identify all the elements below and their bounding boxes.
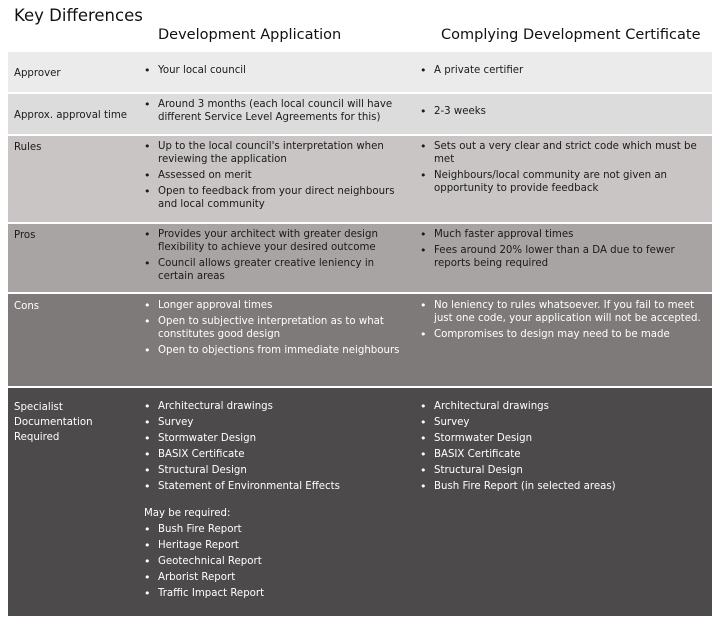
list-item: • Survey	[144, 416, 412, 429]
da-cell	[130, 64, 412, 92]
row-label: Cons	[14, 301, 40, 312]
table-row-approval-time	[8, 92, 712, 134]
row-label: Pros	[14, 230, 36, 241]
list-item: • Traffic Impact Report	[144, 587, 412, 600]
row-label: Rules	[14, 142, 42, 153]
da-cell	[130, 98, 412, 134]
list-item: • Bush Fire Report (in selected areas)	[420, 480, 710, 493]
list-item: • Structural Design	[144, 464, 412, 477]
list-item: • Heritage Report	[144, 539, 412, 552]
list-item: • Sets out a very clear and strict code which must be met	[420, 140, 710, 166]
column-header-da: Development Application	[158, 27, 342, 43]
list-item: • Structural Design	[420, 464, 710, 477]
list-item: • No leniency to rules whatsoever. If you fail to meet just one code, your application will not be accepted.	[420, 299, 710, 325]
list-item: • BASIX Certificate	[144, 448, 412, 461]
row-label: Specialist Documentation Required	[14, 402, 93, 443]
list-item: • Statement of Environmental Effects	[144, 480, 412, 493]
list-item: • Open to subjective interpretation as to what constitutes good design	[144, 315, 412, 341]
cdc-cell	[412, 228, 710, 292]
list-item: • Compromises to design may need to be made	[420, 328, 710, 341]
list-item: • Bush Fire Report	[144, 523, 412, 536]
list-item: • Architectural drawings	[144, 400, 412, 413]
list-item: • Stormwater Design	[420, 432, 710, 445]
list-item: • Geotechnical Report	[144, 555, 412, 568]
list-item: • Council allows greater creative leniency in certain areas	[144, 257, 412, 283]
cdc-cell	[412, 299, 710, 386]
cdc-cell	[412, 64, 710, 92]
list-item: • Open to objections from immediate neighbours	[144, 344, 412, 357]
table-row-pros	[8, 222, 712, 292]
row-label: Approver	[14, 68, 61, 79]
list-item: • Longer approval times	[144, 299, 412, 312]
list-item: • Around 3 months (each local council will have different Service Level Agreements for this)	[144, 98, 412, 124]
table-row-specialist-documentation	[8, 386, 712, 616]
cdc-cell	[412, 98, 710, 134]
list-item: • Survey	[420, 416, 710, 429]
list-item: • BASIX Certificate	[420, 448, 710, 461]
list-item: • Neighbours/local community are not given an opportunity to provide feedback	[420, 169, 710, 195]
list-item: • A private certifier	[420, 64, 710, 77]
da-cell	[130, 299, 412, 386]
list-item: • Much faster approval times	[420, 228, 710, 241]
da-cell	[130, 228, 412, 292]
column-header-cdc: Complying Development Certificate	[441, 27, 701, 43]
list-item: • 2-3 weeks	[420, 105, 710, 118]
list-item: • Stormwater Design	[144, 432, 412, 445]
list-item: • Fees around 20% lower than a DA due to fewer reports being required	[420, 244, 710, 270]
page-title: Key Differences	[14, 6, 143, 25]
table-row-approver	[8, 52, 712, 92]
cdc-cell	[412, 400, 710, 616]
list-item: • Architectural drawings	[420, 400, 710, 413]
cdc-cell	[412, 140, 710, 222]
table-row-cons	[8, 292, 712, 386]
list-item: • Up to the local council's interpretation when reviewing the application	[144, 140, 412, 166]
comparison-table	[8, 52, 712, 616]
list-item: • Open to feedback from your direct neighbours and local community	[144, 185, 412, 211]
list-item: • Your local council	[144, 64, 412, 77]
list-item: • Assessed on merit	[144, 169, 412, 182]
table-row-rules	[8, 134, 712, 222]
da-cell	[130, 140, 412, 222]
da-cell	[130, 400, 412, 616]
row-label: Approx. approval time	[14, 110, 128, 121]
list-item: • Arborist Report	[144, 571, 412, 584]
list-item: • Provides your architect with greater design flexibility to achieve your desired outcome	[144, 228, 412, 254]
may-be-required-heading: May be required:	[144, 508, 231, 519]
